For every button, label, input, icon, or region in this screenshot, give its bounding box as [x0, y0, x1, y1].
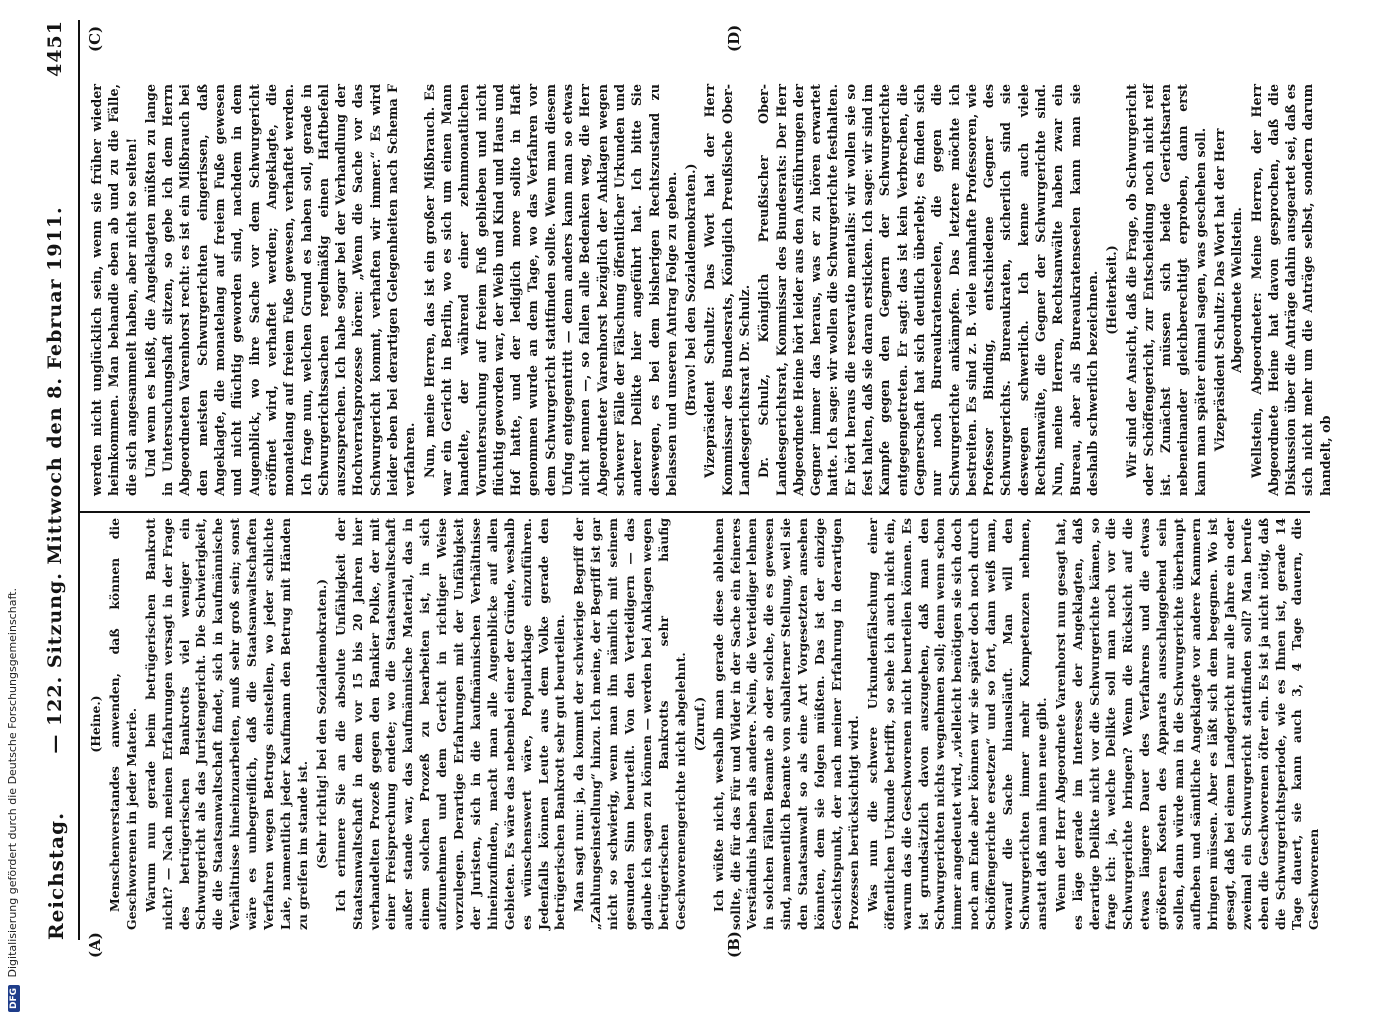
header-session: — 122. Sitzung. Mittwoch den 8. Februar 1911. [44, 206, 66, 754]
paragraph: Ich wüßte nicht, weshalb man gerade diese ablehnen sollte, die für das Für und Wider in der Sache ein feineres Verständnis haben als andere. Nein, die Verteidiger lehnen in solchen Fällen Beamte ab oder solche, die es gewesen sind, namentlich Beamte von subalterner Stellung, weil sie den Staatsanwalt so als eine Art Vorgesetzten ansehen könnten, dem sie folgen müßten. Das ist der einzige Gesichtspunkt, der nach meiner Erfahrung in derartigen Prozessen berücksichtigt wird. [710, 518, 861, 930]
paragraph: Wellstein, Abgeordneter: Meine Herren, der Herr Abgeordnete Heine hat davon gesprochen, daß die Diskussion über die Anträge dahin ausgeartet sei, daß es sich nicht mehr um die Anträge selbst, sondern darum handelt, ob [1248, 84, 1333, 496]
paragraph: Nun, meine Herren, das ist ein großer Mißbrauch. Es war ein Gericht in Berlin, wo es sich um einen Mann handelte, der während einer zehnmonatlichen Voruntersuchung auf freiem Fuß geblieben und nicht flüchtig geworden war, der Weib und Kind und Haus und Hof hatte, und der lediglich more solito in Haft genommen wurde an dem Tage, wo das Verfahren vor dem Schwurgericht stattfinden sollte. Wenn man diesem Unfug entgegentritt — denn anders kann man so etwas nicht nennen —, so fallen alle Bedenken weg, die Herr Abgeordneter Varenhorst bezüglich der Anklagen wegen schwerer Fälle der Fälschung öffentlicher Urkunden und anderer Delikte hier angeführt hat. Ich bitte Sie deswegen, es bei dem bisherigen Rechtszustand zu belassen und unseren Antrag Folge zu geben. [421, 84, 679, 496]
paragraph: Dr. Schulz, Königlich Preußischer Ober-Landesgerichtsrat, Kommissar des Bundesrats: Der Herr Abgeordnete Heine hört leider aus den Ausführungen der Gegner immer das heraus, was er zu hören erwartet hatte. Ich sage: wir wollen die Schwurgerichte festhalten. Er hört heraus die reservatio mentalis: wir wollen sie so fest halten, daß sie daran ersticken. Ich sage: wir sind im Kampfe gegen den Gegnern der Schwurgerichte entgegengetreten. Er sagt: das ist kein Verbrechen, die Gegnerschaft hat sich deutlich überlebt; es finden sich nur noch Bureaukratenseelen, die gegen die Schwurgerichte ankämpfen. Das letztere möchte ich bestreiten. Es sind z. B. viele namhafte Professoren, wie Professor Binding, entschiedene Gegner des Schwurgerichts. Bureaukraten, sicherlich sind sie deswegen schwerlich. Ich kenne auch viele Rechtsanwälte, die Gegner der Schwurgerichte sind. Nun, meine Herren, Rechtsanwälte haben zwar ein Bureau, aber als Bureaukratenseelen kann man sie deshalb schwerlich bezeichnen. [756, 84, 1100, 496]
page-header [38, 20, 78, 940]
left-text-column [88, 518, 1325, 930]
paragraph: Man sagt nun: ja, da kommt der schwierige Begriff der „Zahlungseinstellung“ hinzu. Ich meine, der Begriff ist gar nicht so schwierig, wenn man ihn nämlich mit seinem gesunden Sinn beurteilt. Von den Verteidigern — das glaube ich sagen zu können — werden bei Anklagen wegen betrügerischen Bankrotts sehr häufig Geschworenengerichte nicht abgelehnt. [571, 518, 688, 930]
margin-marker-c: (C) [86, 25, 104, 52]
paragraph: (Zuruf.) [691, 696, 707, 752]
header-rule [78, 20, 80, 940]
credit-text: Digitalisierung gefördert durch die Deutsche Forschungsgemeinschaft. [6, 588, 19, 978]
paragraph: (Heine.) [88, 695, 103, 753]
margin-marker-a: (A) [86, 932, 104, 958]
paragraph: Wir sind der Ansicht, daß die Frage, ob Schwurgericht oder Schöffengericht, zur Entscheidung noch nicht reif ist. Zunächst müssen sich beide Gerichtsarten nebeneinander gleichberechtigt erproben, dann erst kann man später einmal sagen, was geschehen soll. [1123, 84, 1208, 496]
page-number: 4451 [44, 20, 66, 77]
paragraph: Vizepräsident Schultz: Das Wort hat der Herr Abgeordnete Wellstein. [1212, 128, 1245, 452]
paragraph: werden nicht unglücklich sein, wenn sie früher wieder heimkommen. Man behandle eben ab und zu die Fälle, die sich angesammelt haben, aber nicht so selten! [89, 84, 139, 496]
paragraph: Wenn der Herr Abgeordnete Varenhorst nun gesagt hat, es läge gerade im Interesse der Angeklagten, daß derartige Delikte nicht vor die Schwurgerichte kämen, so frage ich: ja, welche Delikte soll man noch vor die Schwurgerichte bringen? Wenn die Rücksicht auf die etwas längere Dauer des Verfahrens und die etwas größeren Kosten des Apparats ausschlaggebend sein sollen, dann würde man in die Schwurgerichte überhaupt aufheben und sämtliche Angeklagte vor andere Kammern bringen müssen. Aber es läßt sich dem begegnen. Wo ist gesagt, daß bei einem Landgericht nur alle Jahre ein oder zweimal ein Schwurgericht stattfinden soll? Man berufe eben die Geschworenen öfter ein. Es ist ja nicht nötig, daß die Schwurgerichtsperiode, wie es Ihnen ist, gerade 14 Tage dauert, sie kann auch 3, 4 Tage dauern, die Geschworenen [1052, 518, 1322, 930]
paragraph: Ich erinnere Sie an die absolute Unfähigkeit der Staatsanwaltschaft in dem vor 15 bis 20 Jahren hier verhandelten Prozeß gegen den Bankier Polke, der mit einer Freisprechung endete; wo die Staatsanwaltschaft außer stande war, das kaufmännische Material, das in einem solchen Prozeß zu bearbeiten ist, in sich aufzunehmen und dem Gericht in richtiger Weise vorzulegen. Derartige Erfahrungen mit der Unfähigkeit der Juristen, sich in die kaufmännischen Verhältnisse hineinzufinden, macht man alle Augenblicke auf allen Gebieten. Es wäre das nebenbei einer der Gründe, weshalb es wünschenswert wäre, Popularklage einzuführen. Jedenfalls können Leute aus dem Volke gerade den betrügerischen Bankrott sehr gut beurteilen. [332, 518, 568, 930]
paragraph: Vizepräsident Schultz: Das Wort hat der Herr Kommissar des Bundesrats, Königlich Preußische Ober-Landesgerichtsrat Dr. Schulz. [702, 84, 752, 496]
paragraph: Menschenverstandes anwenden, daß können die Geschworenen in jeder Materie. [106, 518, 139, 930]
digitization-credit [6, 588, 20, 1012]
paragraph: (Sehr richtig! bei den Sozialdemokraten.) [313, 578, 329, 870]
dfg-logo: DFG [8, 985, 20, 1012]
paragraph: (Bravo! bei den Sozialdemokraten.) [683, 163, 699, 417]
header-publication: Reichstag. [44, 811, 68, 940]
right-text-column [88, 84, 1336, 496]
paragraph: Und wenn es heißt, die Angeklagten müßten zu lange in Untersuchungshaft sitzen, so gebe ich dem Herrn Abgeordneten Varenhorst recht: es ist ein Mißbrauch bei den meisten Schwurgerichten eingerissen, daß Angeklagte, die monatelang auf freiem Fuße gewesen und nicht flüchtig geworden sind, nachdem in dem Augenblick, wo ihre Sache vor dem Schwurgericht eröffnet wird, verhaftet werden; Angeklagte, die monatelang auf freiem Fuße gewesen, verhaftet werden. Ich frage nun, welchen Grund es haben soll, gerade in Schwurgerichtssachen regelmäßig einen Haftbefehl auszusprechen. Ich habe sogar bei der Verhandlung der Hochverratsprozesse hören: „Wenn die Sache vor das Schwurgericht kommt, verhaften wir immer.“ Es wird leider eben bei derartigen Gelegenheiten nach Schema F verfahren. [142, 84, 418, 496]
margin-marker-d: (D) [725, 24, 743, 52]
margin-marker-b: (B) [725, 931, 743, 958]
paragraph: (Heiterkeit.) [1104, 245, 1120, 335]
column-divider [80, 511, 1310, 513]
paragraph: Warum nun gerade beim betrügerischen Bankrott nicht? — Nach meinen Erfahrungen versagt in der Frage des betrügerischen Bankrotts viel weniger ein Schwurgericht als das Juristengericht. Die Schwierigkeit, die die Staatsanwaltschaft findet, sich in kaufmännische Verhältnisse hineinzuarbeiten, muß sehr groß sein; sonst wäre es unbegreiflich, daß die Staatsanwaltschaften Verfahren wegen Betrugs einstellen, wo jeder schlichte Laie, namentlich jeder Kaufmann den Betrug mit Händen zu greifen im stande ist. [142, 518, 310, 930]
paragraph: Was nun die schwere Urkundenfälschung einer öffentlichen Urkunde betrifft, so sehe ich auch nicht ein, warum das die Geschworenen nicht beurteilen können. Es ist grundsätzlich davon auszugehen, daß man den Schwurgerichten nichts wegnehmen soll; denn wenn schon immer angedeutet wird, „vielleicht benötigen sie sich doch noch am Ende aber können wir sie später doch noch durch Schöffengerichte ersetzen“ und so fort, dann weiß man, worauf die Sache hinausläuft. Man will den Schwurgerichten immer mehr Kompetenzen nehmen, anstatt daß man ihnen neue gibt. [864, 518, 1049, 930]
